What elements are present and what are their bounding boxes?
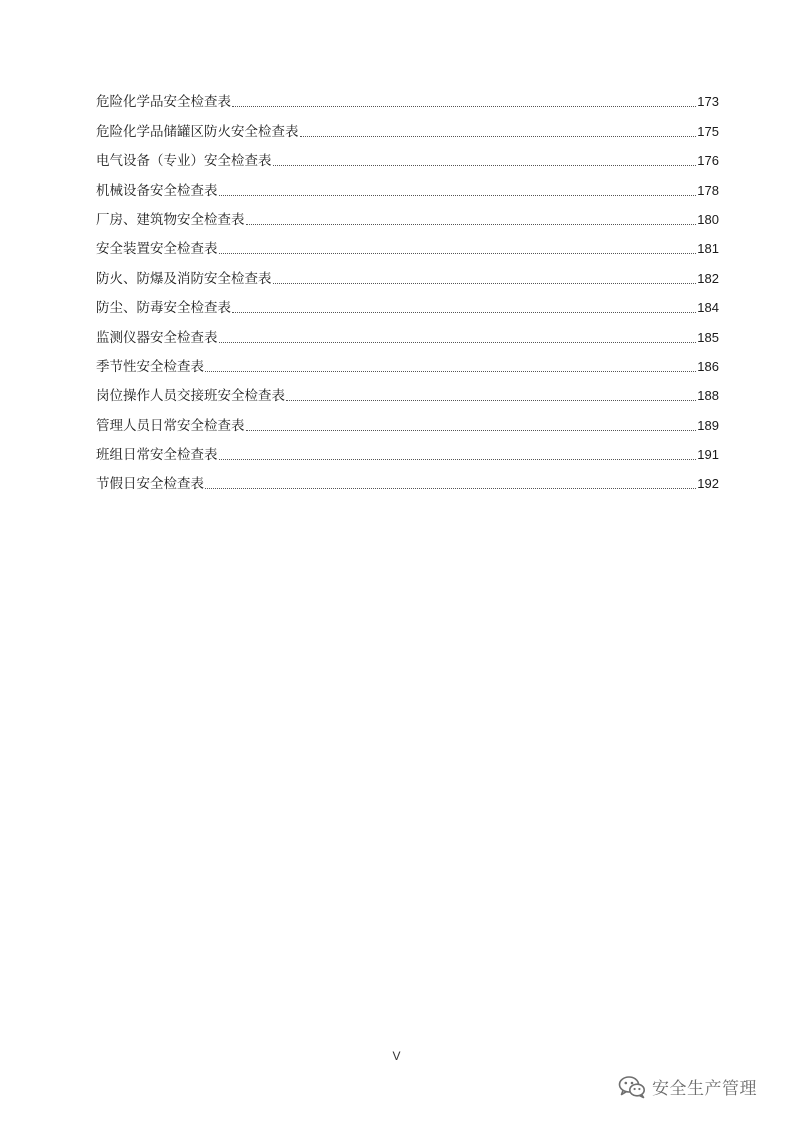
toc-dot-leader: [219, 195, 697, 196]
toc-entry[interactable]: [96, 82, 719, 111]
toc-dot-leader: [232, 106, 696, 107]
toc-dot-leader: [246, 430, 697, 431]
toc-entry-page: 178: [697, 182, 719, 198]
toc-dot-leader: [219, 342, 697, 343]
toc-dot-leader: [273, 165, 697, 166]
toc-entry[interactable]: [96, 464, 719, 493]
toc-entry-title: 防尘、防毒安全检查表: [96, 300, 231, 317]
toc-entry-title: 节假日安全检查表: [96, 476, 204, 493]
toc-dot-leader: [205, 488, 696, 489]
toc-dot-leader: [219, 459, 697, 460]
toc-entry-page: 182: [697, 270, 719, 286]
toc-entry[interactable]: [96, 347, 719, 376]
toc-entry-page: 173: [697, 94, 719, 110]
toc-entry[interactable]: [96, 435, 719, 464]
toc-entry[interactable]: [96, 405, 719, 434]
toc-entry-title: 厂房、建筑物安全检查表: [96, 211, 245, 228]
toc-dot-leader: [246, 224, 697, 225]
toc-entry[interactable]: [96, 288, 719, 317]
wechat-icon: [618, 1075, 646, 1099]
toc-entry[interactable]: [96, 229, 719, 258]
toc-entry-title: 安全装置安全检查表: [96, 241, 218, 258]
toc-entry-page: 186: [697, 358, 719, 374]
toc-entry-title: 监测仪器安全检查表: [96, 329, 218, 346]
toc-entry-title: 危险化学品安全检查表: [96, 94, 231, 111]
toc-entry-page: 180: [697, 211, 719, 227]
toc-entry-page: 192: [697, 476, 719, 492]
toc-dot-leader: [232, 312, 696, 313]
watermark: [618, 1074, 757, 1099]
toc-entry-title: 电气设备（专业）安全检查表: [96, 153, 272, 170]
toc-entry[interactable]: [96, 376, 719, 405]
toc-entry[interactable]: [96, 317, 719, 346]
toc-dot-leader: [286, 400, 696, 401]
toc-entry-title: 危险化学品储罐区防火安全检查表: [96, 123, 299, 140]
watermark-text: 安全生产管理: [652, 1079, 757, 1099]
toc-entry[interactable]: [96, 200, 719, 229]
toc-entry-page: 184: [697, 300, 719, 316]
toc-entry[interactable]: [96, 141, 719, 170]
toc-entry-page: 176: [697, 153, 719, 169]
toc-entry-page: 175: [697, 123, 719, 139]
toc-entry[interactable]: [96, 170, 719, 199]
toc-dot-leader: [300, 136, 697, 137]
toc-entry-title: 机械设备安全检查表: [96, 182, 218, 199]
toc-entry-title: 季节性安全检查表: [96, 358, 204, 375]
toc-entry-page: 185: [697, 329, 719, 345]
toc-entry[interactable]: [96, 258, 719, 287]
toc-dot-leader: [205, 371, 696, 372]
toc-entry-title: 防火、防爆及消防安全检查表: [96, 270, 272, 287]
toc-entry-title: 管理人员日常安全检查表: [96, 417, 245, 434]
page-number: V: [392, 1049, 401, 1063]
toc-entry[interactable]: [96, 111, 719, 140]
toc-dot-leader: [219, 253, 697, 254]
toc-entry-page: 181: [697, 241, 719, 257]
toc-entry-page: 191: [697, 447, 719, 463]
table-of-contents: [96, 82, 719, 493]
toc-entry-page: 188: [697, 388, 719, 404]
toc-entry-page: 189: [697, 417, 719, 433]
toc-dot-leader: [273, 283, 697, 284]
toc-entry-title: 岗位操作人员交接班安全检查表: [96, 388, 285, 405]
toc-entry-title: 班组日常安全检查表: [96, 447, 218, 464]
